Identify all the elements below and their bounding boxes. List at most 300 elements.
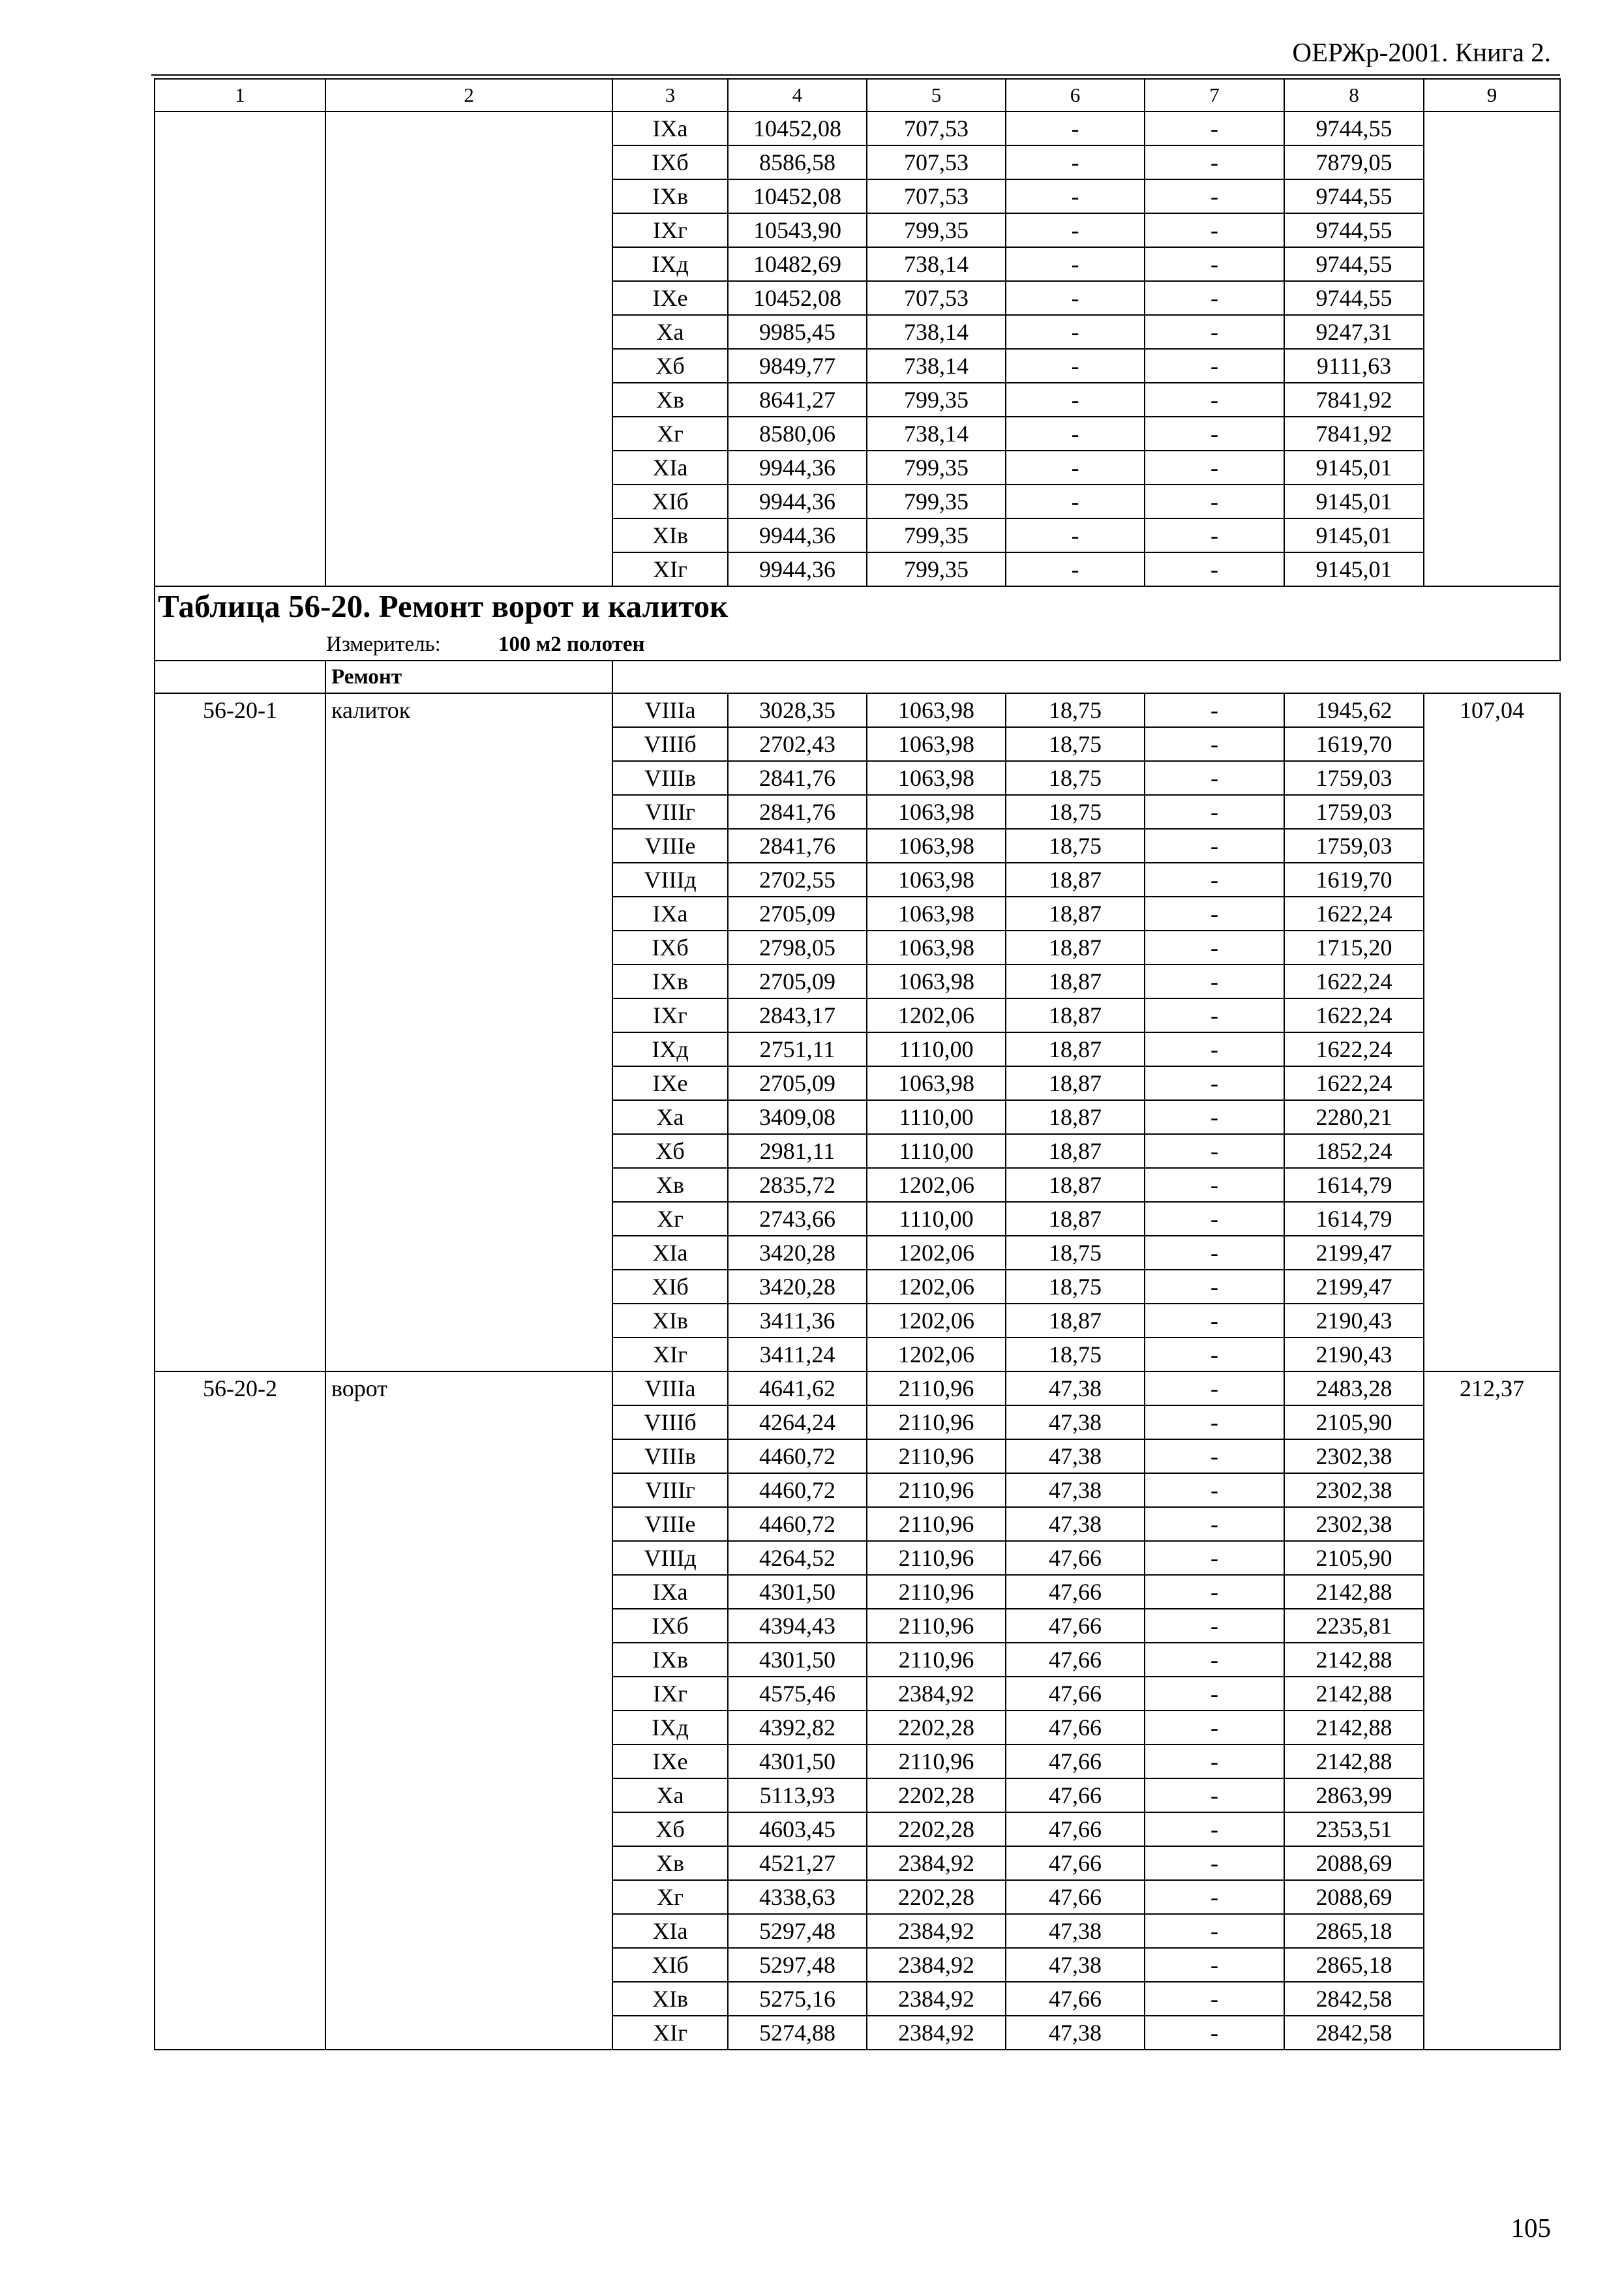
- extra-cell: 212,37: [1424, 1371, 1560, 2050]
- table-cell: Xa: [612, 1778, 728, 1812]
- table-cell: 1759,03: [1284, 795, 1424, 829]
- table-cell: -: [1145, 1609, 1284, 1643]
- table-cell: XIв: [612, 518, 728, 552]
- table-cell: 9145,01: [1284, 451, 1424, 485]
- table-cell: -: [1145, 863, 1284, 897]
- table-cell: Xг: [612, 417, 728, 451]
- table-cell: 2842,58: [1284, 1982, 1424, 2016]
- table-cell: 2842,58: [1284, 2016, 1424, 2050]
- table-cell: 1202,06: [867, 1270, 1006, 1304]
- table-cell: -: [1006, 112, 1145, 145]
- table-cell: XIг: [612, 2016, 728, 2050]
- table-cell: 4338,63: [728, 1880, 867, 1914]
- table-cell: Xб: [612, 349, 728, 383]
- table-cell: 9145,01: [1284, 485, 1424, 518]
- table-cell: 2705,09: [728, 897, 867, 931]
- table-cell: -: [1006, 315, 1145, 349]
- table-cell: -: [1145, 1643, 1284, 1677]
- column-number: 4: [728, 79, 867, 112]
- table-cell: -: [1006, 145, 1145, 179]
- table-cell: IXa: [612, 112, 728, 145]
- table-cell: -: [1145, 965, 1284, 998]
- rates-table: [154, 78, 1561, 2050]
- table-cell: 3411,36: [728, 1304, 867, 1338]
- table-cell: 4264,24: [728, 1405, 867, 1439]
- table-cell: 47,66: [1006, 1982, 1145, 2016]
- table-cell: XIб: [612, 1948, 728, 1982]
- table-cell: -: [1145, 1507, 1284, 1541]
- table-cell: -: [1145, 1778, 1284, 1812]
- table-cell: 47,66: [1006, 1609, 1145, 1643]
- table-cell: 2705,09: [728, 965, 867, 998]
- table-title-cell: [155, 586, 1560, 629]
- table-cell: 2110,96: [867, 1371, 1006, 1405]
- column-number: 5: [867, 79, 1006, 112]
- table-cell: 1063,98: [867, 795, 1006, 829]
- table-cell: 2142,88: [1284, 1744, 1424, 1778]
- table-cell: 18,75: [1006, 727, 1145, 761]
- table-cell: -: [1145, 1168, 1284, 1202]
- table-cell: 47,38: [1006, 1914, 1145, 1948]
- table-cell: XIв: [612, 1982, 728, 2016]
- table-cell: XIб: [612, 1270, 728, 1304]
- table-cell: 18,87: [1006, 897, 1145, 931]
- table-cell: 1202,06: [867, 1168, 1006, 1202]
- table-cell: 4301,50: [728, 1575, 867, 1609]
- table-cell: 1202,06: [867, 998, 1006, 1032]
- table-cell: 1063,98: [867, 727, 1006, 761]
- table-cell: VIIIг: [612, 795, 728, 829]
- table-cell: 18,75: [1006, 1236, 1145, 1270]
- table-cell: 10543,90: [728, 213, 867, 247]
- column-number: 3: [612, 79, 728, 112]
- page-header: ОЕРЖр-2001. Книга 2.: [1292, 37, 1551, 67]
- table-cell: 738,14: [867, 349, 1006, 383]
- table-cell: 18,75: [1006, 693, 1145, 727]
- table-cell: 18,87: [1006, 1304, 1145, 1338]
- table-cell: 2751,11: [728, 1032, 867, 1066]
- table-cell: 47,66: [1006, 1575, 1145, 1609]
- table-cell: 47,38: [1006, 1473, 1145, 1507]
- table-cell: VIIIг: [612, 1473, 728, 1507]
- table-cell: 2384,92: [867, 1948, 1006, 1982]
- table-cell: 7841,92: [1284, 417, 1424, 451]
- column-number: 6: [1006, 79, 1145, 112]
- table-cell: 9145,01: [1284, 518, 1424, 552]
- table-cell: 2841,76: [728, 795, 867, 829]
- table-cell: 18,75: [1006, 1270, 1145, 1304]
- table-cell: -: [1145, 1338, 1284, 1371]
- table-cell: 2863,99: [1284, 1778, 1424, 1812]
- table-cell: 4301,50: [728, 1643, 867, 1677]
- table-cell: VIIIa: [612, 693, 728, 727]
- table-title-row: [155, 586, 1560, 629]
- table-cell: 1063,98: [867, 897, 1006, 931]
- table-cell: 9944,36: [728, 518, 867, 552]
- table-cell: 9944,36: [728, 552, 867, 586]
- table-cell: 18,87: [1006, 1100, 1145, 1134]
- table-cell: -: [1145, 179, 1284, 213]
- table-cell: -: [1145, 897, 1284, 931]
- table-cell: 4521,27: [728, 1846, 867, 1880]
- table-cell: 1202,06: [867, 1304, 1006, 1338]
- table-cell: 707,53: [867, 145, 1006, 179]
- table-cell: 9849,77: [728, 349, 867, 383]
- table-cell: 1110,00: [867, 1134, 1006, 1168]
- table-cell: -: [1006, 485, 1145, 518]
- table-cell: 1622,24: [1284, 897, 1424, 931]
- table-cell: -: [1145, 213, 1284, 247]
- table-cell: 799,35: [867, 518, 1006, 552]
- description-cell: ворот: [325, 1371, 612, 2050]
- table-cell: -: [1145, 1032, 1284, 1066]
- table-cell: 4575,46: [728, 1677, 867, 1711]
- table-cell: 2142,88: [1284, 1643, 1424, 1677]
- table-cell: 1619,70: [1284, 863, 1424, 897]
- table-cell: 8641,27: [728, 383, 867, 417]
- table-cell: XIг: [612, 1338, 728, 1371]
- table-cell: 738,14: [867, 247, 1006, 281]
- table-cell: VIIIе: [612, 829, 728, 863]
- table-cell: 1063,98: [867, 693, 1006, 727]
- column-number: 2: [325, 79, 612, 112]
- table-cell: IXб: [612, 145, 728, 179]
- column-number: 7: [1145, 79, 1284, 112]
- table-cell: IXг: [612, 213, 728, 247]
- table-cell: 2384,92: [867, 1914, 1006, 1948]
- table-cell: 4460,72: [728, 1507, 867, 1541]
- table-cell: 8586,58: [728, 145, 867, 179]
- table-cell: Xб: [612, 1134, 728, 1168]
- table-cell: 18,75: [1006, 761, 1145, 795]
- table-row: [155, 693, 1560, 727]
- table-cell: 2865,18: [1284, 1948, 1424, 1982]
- table-cell: 3409,08: [728, 1100, 867, 1134]
- table-cell: IXб: [612, 1609, 728, 1643]
- table-cell: 5274,88: [728, 2016, 867, 2050]
- table-cell: 4264,52: [728, 1541, 867, 1575]
- table-cell: 18,75: [1006, 829, 1145, 863]
- table-cell: -: [1145, 485, 1284, 518]
- table-cell: -: [1145, 1575, 1284, 1609]
- table-cell: 7879,05: [1284, 145, 1424, 179]
- table-cell: 10452,08: [728, 112, 867, 145]
- table-cell: IXе: [612, 281, 728, 315]
- table-cell: 2142,88: [1284, 1575, 1424, 1609]
- table-cell: IXв: [612, 1643, 728, 1677]
- table-cell: -: [1145, 315, 1284, 349]
- table-row: [155, 112, 1560, 145]
- table-cell: 4603,45: [728, 1812, 867, 1846]
- table-cell: 2280,21: [1284, 1100, 1424, 1134]
- section-row: [155, 661, 1560, 693]
- table-cell: -: [1145, 1202, 1284, 1236]
- table-cell: -: [1006, 518, 1145, 552]
- table-cell: 18,87: [1006, 1134, 1145, 1168]
- table-cell: 2235,81: [1284, 1609, 1424, 1643]
- table-cell: 1063,98: [867, 761, 1006, 795]
- table-cell: 799,35: [867, 552, 1006, 586]
- table-cell: VIIIв: [612, 1439, 728, 1473]
- table-cell: 2702,55: [728, 863, 867, 897]
- table-cell: -: [1006, 213, 1145, 247]
- table-cell: 1063,98: [867, 931, 1006, 965]
- table-cell: Xг: [612, 1880, 728, 1914]
- table-cell: 1063,98: [867, 863, 1006, 897]
- table-cell: 1715,20: [1284, 931, 1424, 965]
- meter-row: [155, 629, 1560, 661]
- table-cell: 1622,24: [1284, 1066, 1424, 1100]
- table-cell: 1063,98: [867, 1066, 1006, 1100]
- table-cell: -: [1145, 1439, 1284, 1473]
- table-cell: 47,66: [1006, 1711, 1145, 1744]
- table-cell: 1110,00: [867, 1032, 1006, 1066]
- table-cell: 2190,43: [1284, 1338, 1424, 1371]
- table-cell: -: [1006, 552, 1145, 586]
- table-cell: 2302,38: [1284, 1507, 1424, 1541]
- column-number: 9: [1424, 79, 1560, 112]
- table-cell: 3420,28: [728, 1270, 867, 1304]
- table-cell: 9247,31: [1284, 315, 1424, 349]
- table-cell: -: [1145, 1711, 1284, 1744]
- table-cell: Xб: [612, 1812, 728, 1846]
- column-number-row: [155, 79, 1560, 112]
- table-cell: IXг: [612, 1677, 728, 1711]
- table-cell: 47,66: [1006, 1846, 1145, 1880]
- table-cell: -: [1145, 383, 1284, 417]
- table-cell: 2384,92: [867, 2016, 1006, 2050]
- table-cell: 1614,79: [1284, 1168, 1424, 1202]
- table-cell: -: [1145, 1270, 1284, 1304]
- description-cell: [325, 112, 612, 586]
- table-cell: 1202,06: [867, 1338, 1006, 1371]
- table-cell: -: [1145, 795, 1284, 829]
- table-cell: -: [1145, 1371, 1284, 1405]
- table-cell: -: [1145, 1473, 1284, 1507]
- table-cell: 2384,92: [867, 1982, 1006, 2016]
- table-cell: 18,87: [1006, 998, 1145, 1032]
- table-cell: 9744,55: [1284, 179, 1424, 213]
- table-cell: 1622,24: [1284, 998, 1424, 1032]
- table-cell: IXa: [612, 1575, 728, 1609]
- table-cell: -: [1006, 451, 1145, 485]
- table-cell: VIIIa: [612, 1371, 728, 1405]
- table-cell: -: [1145, 145, 1284, 179]
- table-cell: 5297,48: [728, 1914, 867, 1948]
- table-cell: VIIIв: [612, 761, 728, 795]
- table-cell: -: [1145, 693, 1284, 727]
- table-cell: 10482,69: [728, 247, 867, 281]
- table-cell: 738,14: [867, 315, 1006, 349]
- table-cell: XIa: [612, 1914, 728, 1948]
- table-cell: 2865,18: [1284, 1914, 1424, 1948]
- table-cell: 47,66: [1006, 1880, 1145, 1914]
- table-cell: 9744,55: [1284, 247, 1424, 281]
- table-cell: 2202,28: [867, 1778, 1006, 1812]
- table-cell: 2743,66: [728, 1202, 867, 1236]
- table-cell: 2110,96: [867, 1439, 1006, 1473]
- table-cell: 2110,96: [867, 1473, 1006, 1507]
- table-cell: 9985,45: [728, 315, 867, 349]
- table-cell: 9944,36: [728, 485, 867, 518]
- table-cell: 2843,17: [728, 998, 867, 1032]
- table-cell: 9744,55: [1284, 213, 1424, 247]
- table-cell: 738,14: [867, 417, 1006, 451]
- table-cell: 799,35: [867, 213, 1006, 247]
- table-cell: 1110,00: [867, 1202, 1006, 1236]
- table-cell: -: [1145, 1846, 1284, 1880]
- table-cell: 4394,43: [728, 1609, 867, 1643]
- table-cell: -: [1145, 518, 1284, 552]
- table-cell: -: [1145, 112, 1284, 145]
- table-cell: 2202,28: [867, 1880, 1006, 1914]
- table-cell: 2190,43: [1284, 1304, 1424, 1338]
- table-cell: -: [1145, 1236, 1284, 1270]
- table-cell: VIIIб: [612, 727, 728, 761]
- table-cell: 2110,96: [867, 1744, 1006, 1778]
- table-cell: -: [1145, 1134, 1284, 1168]
- table-cell: 18,87: [1006, 1066, 1145, 1100]
- table-cell: XIб: [612, 485, 728, 518]
- table-cell: 7841,92: [1284, 383, 1424, 417]
- table-cell: IXе: [612, 1066, 728, 1100]
- table-cell: 10452,08: [728, 281, 867, 315]
- column-number: 1: [155, 79, 325, 112]
- table-cell: 18,75: [1006, 795, 1145, 829]
- table-cell: IXд: [612, 247, 728, 281]
- table-cell: 2199,47: [1284, 1270, 1424, 1304]
- column-number: 8: [1284, 79, 1424, 112]
- table-cell: Xг: [612, 1202, 728, 1236]
- table-cell: -: [1145, 1744, 1284, 1778]
- table-cell: 47,66: [1006, 1677, 1145, 1711]
- table-cell: -: [1145, 1677, 1284, 1711]
- code-cell: [155, 112, 325, 586]
- table-cell: -: [1145, 761, 1284, 795]
- table-cell: 47,66: [1006, 1778, 1145, 1812]
- table-cell: 47,38: [1006, 1507, 1145, 1541]
- table-cell: 1063,98: [867, 829, 1006, 863]
- section-spacer: [155, 661, 325, 693]
- table-cell: 707,53: [867, 179, 1006, 213]
- table-cell: 4460,72: [728, 1439, 867, 1473]
- table-cell: 2110,96: [867, 1609, 1006, 1643]
- table-cell: 9744,55: [1284, 112, 1424, 145]
- table-cell: IXе: [612, 1744, 728, 1778]
- table-title: Таблица 56-20. Ремонт ворот и калиток: [158, 588, 729, 624]
- table-cell: 1619,70: [1284, 727, 1424, 761]
- table-cell: 2841,76: [728, 761, 867, 795]
- header-rule: [151, 74, 1560, 76]
- table-cell: Xa: [612, 1100, 728, 1134]
- table-cell: 2110,96: [867, 1405, 1006, 1439]
- meter-cell: [155, 629, 1560, 661]
- table-cell: -: [1145, 1541, 1284, 1575]
- table-cell: 707,53: [867, 112, 1006, 145]
- table-cell: 1622,24: [1284, 1032, 1424, 1066]
- table-cell: 2841,76: [728, 829, 867, 863]
- table-cell: IXд: [612, 1711, 728, 1744]
- description-cell: калиток: [325, 693, 612, 1371]
- table-cell: 47,38: [1006, 1405, 1145, 1439]
- table-cell: 1759,03: [1284, 761, 1424, 795]
- code-cell: 56-20-2: [155, 1371, 325, 2050]
- table-cell: 4641,62: [728, 1371, 867, 1405]
- table-cell: 3420,28: [728, 1236, 867, 1270]
- table-cell: 2199,47: [1284, 1236, 1424, 1270]
- table-cell: -: [1006, 179, 1145, 213]
- table-cell: 5113,93: [728, 1778, 867, 1812]
- table-cell: 1622,24: [1284, 965, 1424, 998]
- table-cell: -: [1145, 931, 1284, 965]
- table-cell: 47,38: [1006, 1439, 1145, 1473]
- table-cell: -: [1006, 383, 1145, 417]
- table-cell: 5297,48: [728, 1948, 867, 1982]
- table-cell: 47,38: [1006, 2016, 1145, 2050]
- table-cell: -: [1145, 451, 1284, 485]
- table-cell: 1852,24: [1284, 1134, 1424, 1168]
- table-cell: -: [1145, 281, 1284, 315]
- table-cell: 2202,28: [867, 1711, 1006, 1744]
- table-cell: VIIIб: [612, 1405, 728, 1439]
- table-cell: 47,66: [1006, 1744, 1145, 1778]
- table-cell: IXб: [612, 931, 728, 965]
- table-cell: 18,87: [1006, 1168, 1145, 1202]
- table-cell: XIa: [612, 451, 728, 485]
- table-cell: IXa: [612, 897, 728, 931]
- table-cell: 2142,88: [1284, 1677, 1424, 1711]
- table-cell: 4301,50: [728, 1744, 867, 1778]
- table-cell: 2110,96: [867, 1575, 1006, 1609]
- table-cell: 1945,62: [1284, 693, 1424, 727]
- table-cell: -: [1145, 1066, 1284, 1100]
- table-cell: VIIIд: [612, 863, 728, 897]
- table-cell: Xв: [612, 1846, 728, 1880]
- table-cell: 9111,63: [1284, 349, 1424, 383]
- table-row: [155, 1371, 1560, 1405]
- table-cell: 47,38: [1006, 1948, 1145, 1982]
- table-cell: 2142,88: [1284, 1711, 1424, 1744]
- table-cell: -: [1145, 2016, 1284, 2050]
- table-cell: -: [1145, 247, 1284, 281]
- table-cell: 9744,55: [1284, 281, 1424, 315]
- table-cell: XIг: [612, 552, 728, 586]
- page-number: 105: [1511, 2213, 1551, 2243]
- table-cell: 1759,03: [1284, 829, 1424, 863]
- table-cell: -: [1145, 1812, 1284, 1846]
- table-cell: 2110,96: [867, 1643, 1006, 1677]
- table-cell: 1063,98: [867, 965, 1006, 998]
- table-cell: IXг: [612, 998, 728, 1032]
- table-cell: 47,66: [1006, 1643, 1145, 1677]
- table-cell: 18,87: [1006, 965, 1145, 998]
- table-cell: -: [1006, 417, 1145, 451]
- table-cell: 2302,38: [1284, 1439, 1424, 1473]
- table-cell: -: [1006, 349, 1145, 383]
- table-cell: 2353,51: [1284, 1812, 1424, 1846]
- table-cell: 1614,79: [1284, 1202, 1424, 1236]
- table-cell: 799,35: [867, 451, 1006, 485]
- table-cell: VIIIе: [612, 1507, 728, 1541]
- table-cell: 18,87: [1006, 1202, 1145, 1236]
- table-cell: 5275,16: [728, 1982, 867, 2016]
- meter-label: Измеритель:: [326, 633, 441, 656]
- table-cell: 47,66: [1006, 1812, 1145, 1846]
- table-cell: -: [1006, 247, 1145, 281]
- table-cell: Xa: [612, 315, 728, 349]
- table-cell: 2202,28: [867, 1812, 1006, 1846]
- table-cell: 1110,00: [867, 1100, 1006, 1134]
